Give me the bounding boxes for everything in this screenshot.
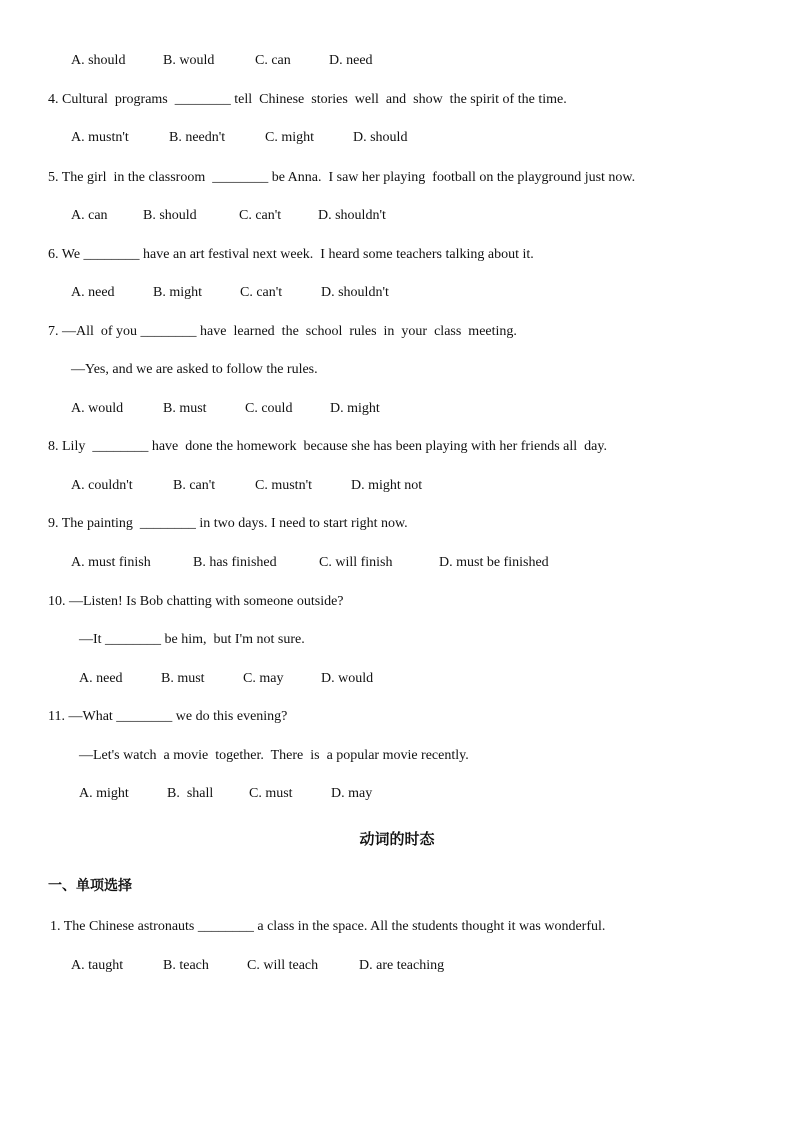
question-stem: 6. We ________ have an art festival next week. I heard some teachers talking about it.	[48, 247, 534, 262]
option-a: A. must finish	[71, 555, 151, 570]
question-stem: 9. The painting ________ in two days. I need to start right now.	[48, 516, 408, 531]
option-a: A. might	[79, 786, 129, 801]
option-b: B. would	[163, 53, 215, 68]
option-d: D. shouldn't	[321, 285, 389, 300]
option-c: C. can't	[239, 208, 282, 223]
option-c: C. must	[249, 786, 293, 801]
question-stem: 5. The girl in the classroom ________ be Anna. I saw her playing football on the playground just now.	[48, 170, 636, 185]
option-a: A. can	[71, 208, 108, 223]
option-c: C. can't	[240, 285, 283, 300]
option-a: A. should	[71, 53, 126, 68]
option-d: D. need	[329, 53, 373, 68]
option-b: B. must	[161, 671, 205, 686]
option-d: D. may	[331, 786, 373, 801]
dialogue-reply: —It ________ be him, but I'm not sure.	[79, 632, 305, 647]
option-b: B. must	[163, 401, 207, 416]
question-stem: 4. Cultural programs ________ tell Chinese stories well and show the spirit of the time.	[48, 92, 567, 107]
option-b: B. has finished	[193, 555, 277, 570]
question-stem: 10. —Listen! Is Bob chatting with someone outside?	[48, 594, 344, 609]
section-title: 一、单项选择	[48, 878, 132, 894]
option-d: D. shouldn't	[318, 208, 386, 223]
option-b: B. can't	[173, 478, 216, 493]
option-a: A. need	[71, 285, 115, 300]
option-a: A. mustn't	[71, 130, 129, 145]
option-a: A. need	[79, 671, 123, 686]
option-d: D. are teaching	[359, 958, 445, 973]
option-c: C. may	[243, 671, 284, 686]
option-c: C. will teach	[247, 958, 319, 973]
dialogue-reply: —Let's watch a movie together. There is a popular movie recently.	[79, 748, 469, 763]
option-d: D. should	[353, 130, 408, 145]
question-stem: 11. —What ________ we do this evening?	[48, 709, 288, 724]
option-b: B. might	[153, 285, 203, 300]
option-b: B. needn't	[169, 130, 226, 145]
option-b: B. teach	[163, 958, 209, 973]
option-a: A. taught	[71, 958, 124, 973]
option-c: C. might	[265, 130, 315, 145]
option-a: A. couldn't	[71, 478, 133, 493]
option-c: C. will finish	[319, 555, 393, 570]
page-heading: 动词的时态	[359, 830, 435, 848]
option-c: C. could	[245, 401, 293, 416]
question-stem: 7. —All of you ________ have learned the school rules in your class meeting.	[48, 324, 517, 339]
option-d: D. must be finished	[439, 555, 549, 570]
option-c: C. mustn't	[255, 478, 312, 493]
option-d: D. would	[321, 671, 374, 686]
question-stem: 8. Lily ________ have done the homework because she has been playing with her friends all day.	[48, 439, 607, 454]
option-c: C. can	[255, 53, 291, 68]
dialogue-reply: —Yes, and we are asked to follow the rules.	[71, 362, 318, 377]
option-a: A. would	[71, 401, 124, 416]
option-d: D. might not	[351, 478, 423, 493]
option-b: B. should	[143, 208, 197, 223]
question-stem: 1. The Chinese astronauts ________ a class in the space. All the students thought it was wonderful.	[50, 919, 606, 934]
option-b: B. shall	[167, 786, 214, 801]
option-d: D. might	[330, 401, 380, 416]
